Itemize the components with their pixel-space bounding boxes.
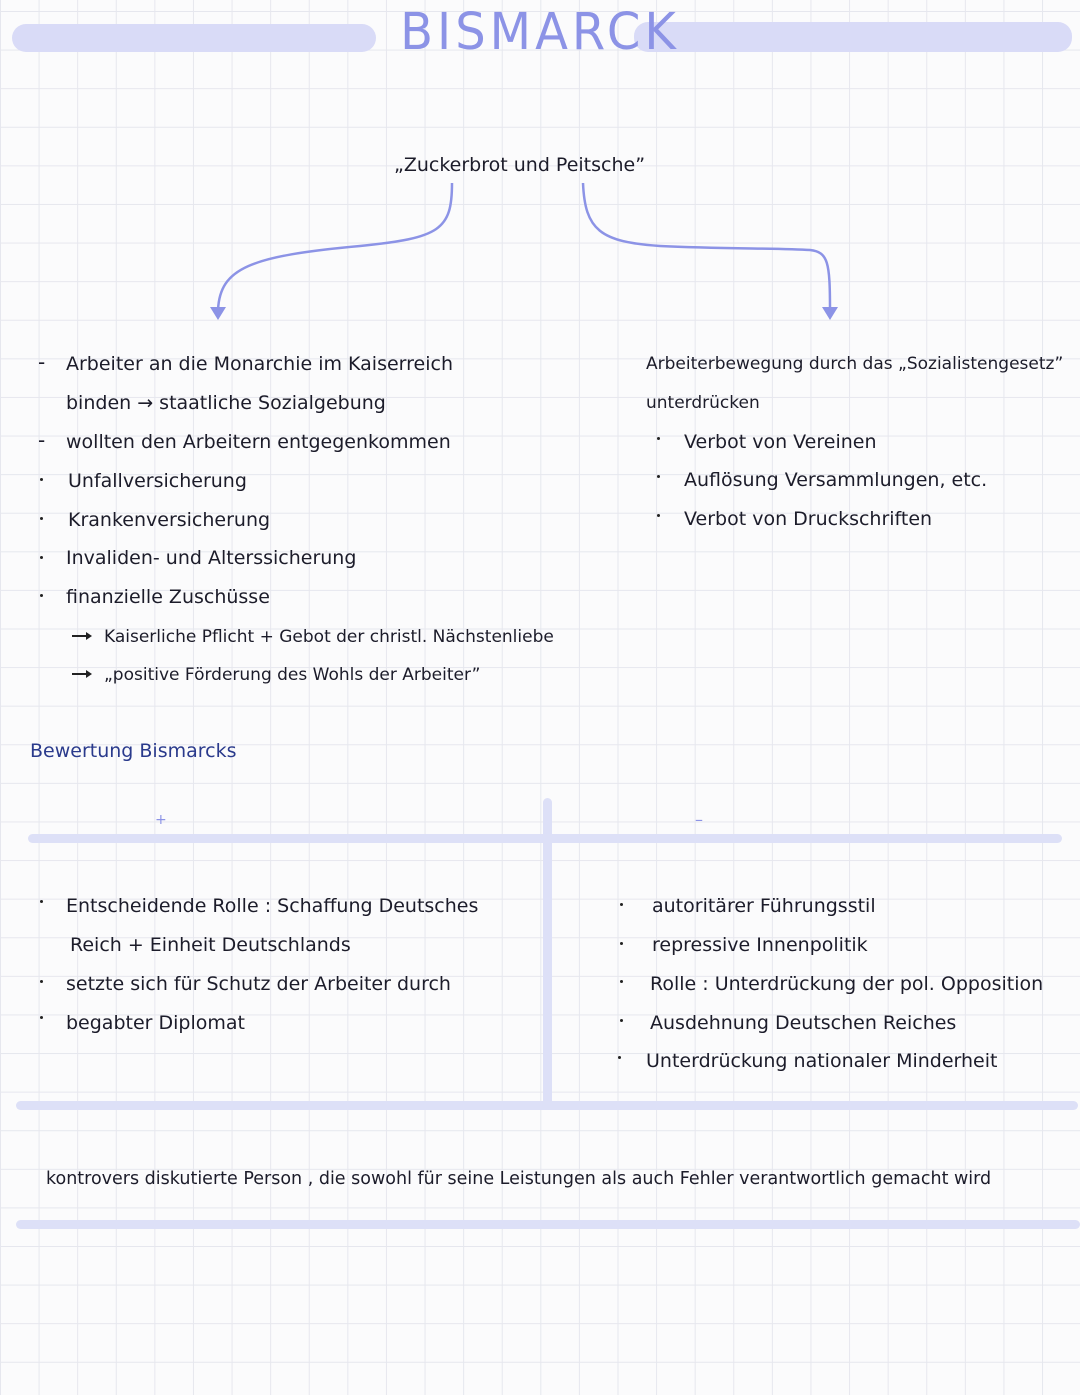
bullet-dot: [620, 980, 623, 983]
bullet-dot: [620, 1019, 623, 1022]
plus-item: begabter Diplomat: [66, 1012, 245, 1034]
bullet-dot: [657, 437, 660, 440]
left-sub-item: [70, 624, 554, 649]
left-sub-item: [70, 662, 481, 687]
branch-arrows: [0, 0, 1080, 340]
minus-item: Unterdrückung nationaler Minderheit: [646, 1050, 998, 1072]
plus-symbol: +: [155, 812, 167, 828]
bullet-dot: [40, 517, 43, 520]
bullet-dash: -: [38, 428, 46, 452]
plus-item: setzte sich für Schutz der Arbeiter durch: [66, 973, 451, 995]
table-divider: [543, 798, 552, 1110]
bullet-dot: [620, 942, 623, 945]
arrow-right-icon: [70, 624, 94, 648]
left-item: Invaliden- und Alterssicherung: [66, 547, 357, 569]
right-intro: unterdrücken: [646, 393, 760, 413]
conclusion: kontrovers diskutierte Person , die sowohl für seine Leistungen als auch Fehler verantwortlich gemacht wird: [46, 1169, 992, 1189]
conclusion-rule: [16, 1220, 1080, 1229]
left-item: Unfallversicherung: [68, 470, 247, 492]
bullet-dot: [657, 514, 660, 517]
bullet-dot: [40, 980, 43, 983]
left-item: Arbeiter an die Monarchie im Kaiserreich: [66, 353, 454, 375]
page-title: BISMARCK: [400, 2, 680, 62]
right-intro: Arbeiterbewegung durch das „Sozialistengesetz”: [646, 354, 1064, 374]
minus-item: Ausdehnung Deutschen Reiches: [650, 1012, 957, 1034]
right-item: Verbot von Vereinen: [684, 431, 877, 453]
left-item: Krankenversicherung: [68, 509, 271, 531]
right-item: Verbot von Druckschriften: [684, 508, 933, 530]
minus-item: Rolle : Unterdrückung der pol. Opposition: [650, 973, 1044, 995]
left-sub-item-text: „positive Förderung des Wohls der Arbeiter”: [104, 665, 481, 685]
bullet-dot: [618, 1056, 621, 1059]
minus-item: autoritärer Führungsstil: [652, 895, 876, 917]
left-item: finanzielle Zuschüsse: [66, 586, 270, 608]
bullet-dot: [657, 475, 660, 478]
bullet-dot: [40, 1016, 43, 1019]
plus-item: Reich + Einheit Deutschlands: [70, 934, 351, 956]
bullet-dot: [40, 594, 43, 597]
arrow-right-icon: [70, 662, 94, 686]
left-sub-item-text: Kaiserliche Pflicht + Gebot der christl. Nächstenliebe: [104, 627, 554, 647]
evaluation-heading: Bewertung Bismarcks: [30, 740, 237, 762]
bullet-dash: -: [38, 350, 46, 374]
motto: „Zuckerbrot und Peitsche”: [394, 154, 646, 176]
table-bottom-rule: [16, 1101, 1078, 1110]
minus-symbol: –: [695, 810, 703, 829]
plus-item: Entscheidende Rolle : Schaffung Deutsches: [66, 895, 479, 917]
bullet-dot: [40, 556, 43, 559]
left-item: wollten den Arbeitern entgegenkommen: [66, 431, 451, 453]
bullet-dot: [40, 900, 43, 903]
bullet-dot: [40, 478, 43, 481]
right-item: Auflösung Versammlungen, etc.: [684, 469, 988, 491]
bullet-dot: [620, 903, 623, 906]
minus-item: repressive Innenpolitik: [652, 934, 868, 956]
left-item: binden → staatliche Sozialgebung: [66, 392, 386, 414]
